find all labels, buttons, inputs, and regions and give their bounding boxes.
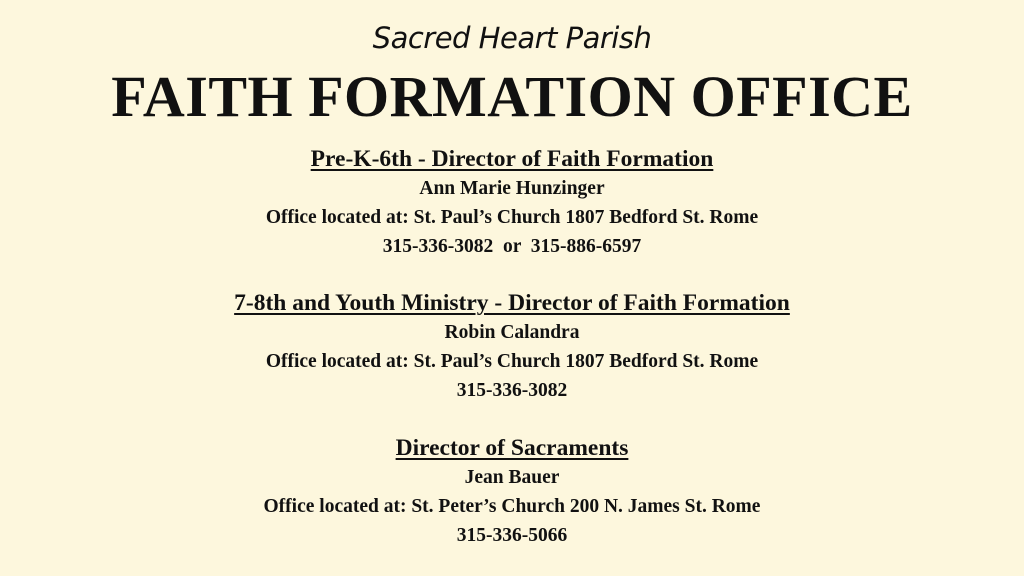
phone-numbers: 315-336-3082 xyxy=(456,380,568,401)
office-location: Office located at: St. Paul’s Church 1807 Bedford St. Rome xyxy=(265,351,759,372)
contact-section-youth-ministry xyxy=(0,288,1024,405)
contact-section-sacraments xyxy=(0,433,1024,550)
phone-numbers: 315-336-3082 or 315-886-6597 xyxy=(382,236,642,257)
section-heading: Pre-K-6th - Director of Faith Formation xyxy=(310,146,714,172)
phone-numbers: 315-336-5066 xyxy=(456,525,568,546)
office-location: Office located at: St. Peter’s Church 200 N. James St. Rome xyxy=(263,496,761,517)
director-name: Jean Bauer xyxy=(464,467,560,488)
contact-section-prek-6 xyxy=(0,144,1024,261)
page-title: FAITH FORMATION OFFICE xyxy=(111,64,913,129)
parish-subtitle: Sacred Heart Parish xyxy=(372,21,652,55)
office-location: Office located at: St. Paul’s Church 1807 Bedford St. Rome xyxy=(265,207,759,228)
section-heading: 7-8th and Youth Ministry - Director of Faith Formation xyxy=(234,290,790,316)
director-name: Ann Marie Hunzinger xyxy=(419,178,605,199)
director-name: Robin Calandra xyxy=(444,322,580,343)
section-heading: Director of Sacraments xyxy=(395,435,629,461)
